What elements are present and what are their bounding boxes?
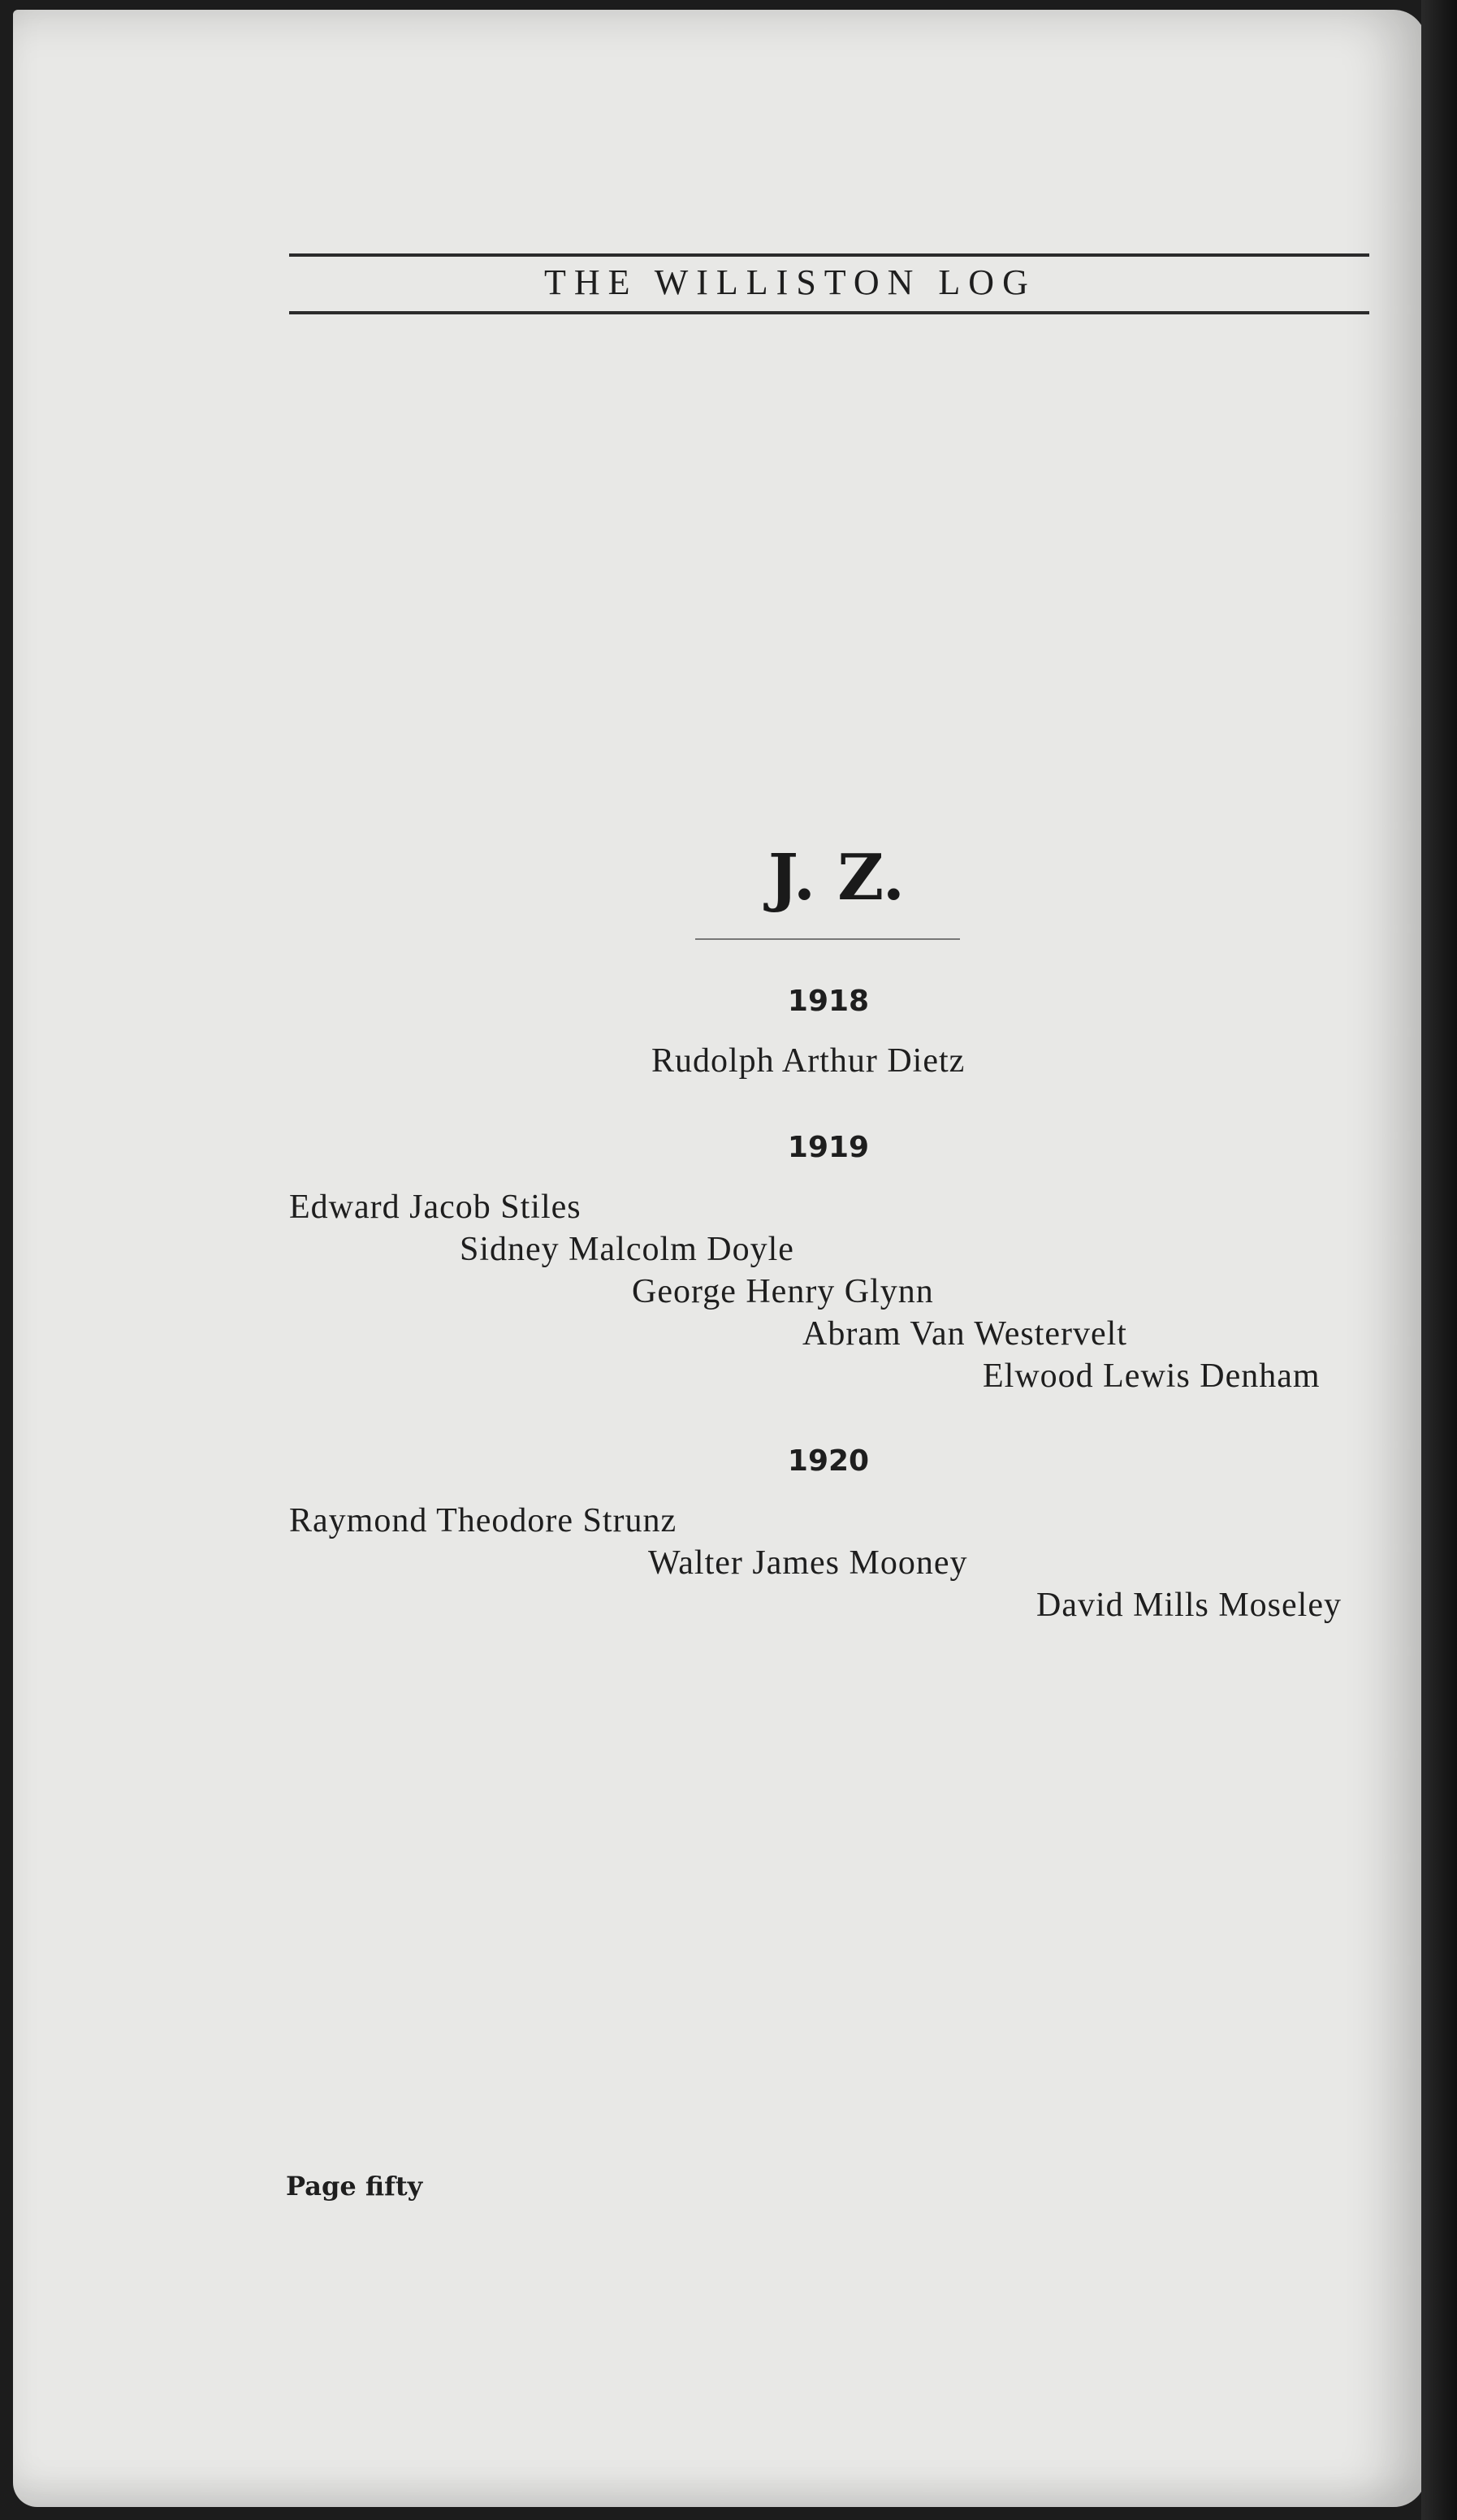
member-name: Raymond Theodore Strunz xyxy=(289,1502,677,1539)
member-name: Walter James Mooney xyxy=(648,1544,968,1582)
running-head-title: THE WILLISTON LOG xyxy=(544,262,1036,302)
member-name: Sidney Malcolm Doyle xyxy=(460,1231,794,1268)
member-name: David Mills Moseley xyxy=(1036,1587,1342,1624)
class-year-1918: 1918 xyxy=(787,985,870,1018)
member-name: Rudolph Arthur Dietz xyxy=(651,1042,966,1080)
member-name: George Henry Glynn xyxy=(632,1273,934,1310)
society-title: J. Z. xyxy=(768,841,905,915)
member-name: Edward Jacob Stiles xyxy=(289,1189,582,1226)
header-top-rule xyxy=(289,253,1369,257)
page-number: Page fifty xyxy=(286,2171,423,2202)
page-edge-shadow xyxy=(1421,0,1457,2520)
class-year-1919: 1919 xyxy=(787,1131,870,1164)
class-year-1920: 1920 xyxy=(787,1444,870,1478)
member-name: Abram Van Westervelt xyxy=(802,1315,1127,1353)
society-title-rule xyxy=(695,938,960,940)
header-bottom-rule xyxy=(289,311,1369,314)
member-name: Elwood Lewis Denham xyxy=(983,1357,1321,1395)
